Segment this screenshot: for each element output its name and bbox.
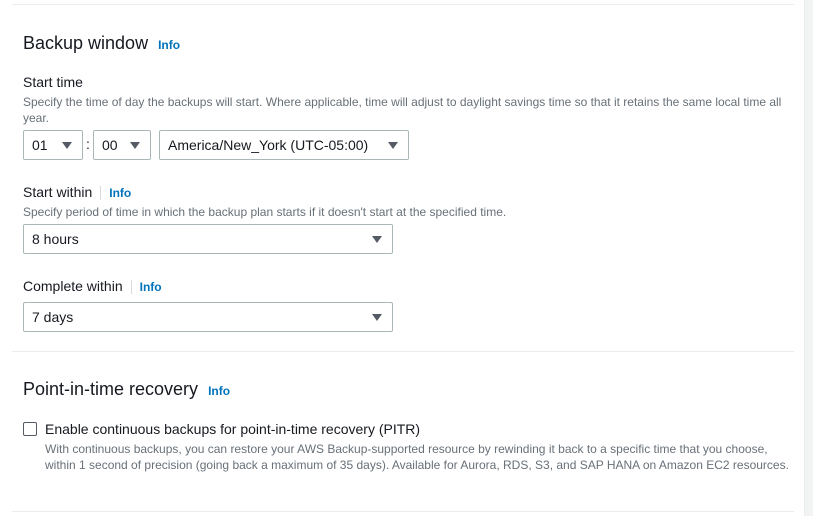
backup-window-title-text: Backup window: [23, 33, 149, 53]
backup-window-info-link[interactable]: Info: [158, 38, 181, 52]
complete-within-label-row: [23, 278, 162, 294]
caret-down-icon: [372, 236, 382, 243]
complete-within-info-link[interactable]: Info: [139, 280, 162, 294]
timezone-value: America/New_York (UTC-05:00): [168, 137, 369, 153]
label-info-divider: [100, 186, 101, 200]
start-within-label: Start within: [23, 184, 93, 200]
start-within-label-row: [23, 184, 131, 200]
pitr-description: With continuous backups, you can restore your AWS Backup-supported resource by rewinding it back to a specific time that you choose, within 1 second of precision (going back a maximum of 35 days). Available for Aurora, RDS, S3, and SAP HANA on Amazon EC2 resources.: [45, 442, 789, 472]
start-minute-value: 00: [102, 137, 118, 153]
caret-down-icon: [130, 142, 140, 149]
start-minute-select[interactable]: [93, 130, 151, 160]
start-within-value: 8 hours: [32, 231, 79, 247]
start-within-info-link[interactable]: Info: [109, 186, 132, 200]
pitr-title-text: Point-in-time recovery: [23, 379, 199, 399]
start-within-select[interactable]: [23, 224, 393, 254]
top-divider: [12, 4, 794, 5]
timezone-select[interactable]: [159, 130, 409, 160]
start-time-description: Specify the time of day the backups will start. Where applicable, time will adjust to daylight savings time so that it retains the same local time all year.: [23, 95, 782, 125]
pitr-checkbox[interactable]: [23, 422, 37, 436]
start-hour-select[interactable]: [23, 130, 83, 160]
caret-down-icon: [62, 142, 72, 149]
time-separator: :: [86, 136, 90, 152]
complete-within-select[interactable]: [23, 302, 393, 332]
complete-within-value: 7 days: [32, 309, 74, 325]
bottom-divider: [12, 511, 794, 512]
start-hour-value: 01: [32, 137, 48, 153]
start-within-description: Specify period of time in which the backup plan starts if it doesn't start at the specified time.: [23, 205, 507, 219]
label-info-divider: [131, 280, 132, 294]
pitr-title: [23, 379, 230, 400]
start-time-label: Start time: [23, 74, 83, 90]
section-divider: [12, 351, 794, 352]
caret-down-icon: [372, 314, 382, 321]
pitr-checkbox-label[interactable]: Enable continuous backups for point-in-time recovery (PITR): [45, 421, 421, 437]
pitr-info-link[interactable]: Info: [208, 384, 231, 398]
backup-window-title: [23, 33, 180, 54]
caret-down-icon: [388, 142, 398, 149]
complete-within-label: Complete within: [23, 278, 123, 294]
